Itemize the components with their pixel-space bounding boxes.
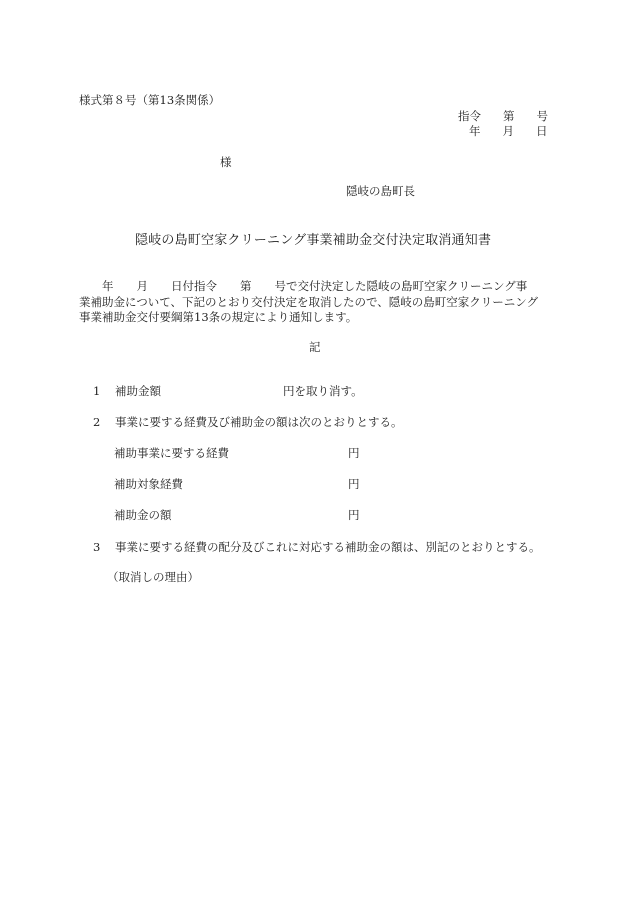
addressee: 様 <box>220 155 232 169</box>
sub-item-unit: 円 <box>348 477 360 491</box>
body-line: 年 月 日付指令 第 号で交付決定した隠岐の島町空家クリーニング事 <box>79 279 528 293</box>
cancellation-reason-label: （取消しの理由） <box>107 570 199 584</box>
year-label: 年 <box>469 124 481 138</box>
sub-item-unit: 円 <box>348 446 360 460</box>
item-1 <box>93 386 363 398</box>
item-text: 事業に要する経費及び補助金の額は次のとおりとする。 <box>115 415 403 429</box>
document-title: 隠岐の島町空家クリーニング事業補助金交付決定取消通知書 <box>135 233 492 248</box>
day-label: 日 <box>536 124 548 138</box>
body-paragraph <box>79 279 549 326</box>
item-label: 補助金額 <box>115 384 161 398</box>
item-number: 1 <box>93 384 101 398</box>
item-number: 2 <box>93 415 101 429</box>
directive-number-line <box>458 111 548 123</box>
body-line: 事業補助金交付要綱第13条の規定により通知します。 <box>79 310 358 324</box>
item-suffix: 円を取り消す。 <box>283 384 363 398</box>
dai-label: 第 <box>503 109 515 123</box>
item-text: 事業に要する経費の配分及びこれに対応する補助金の額は、別記のとおりとする。 <box>115 540 541 554</box>
form-number: 様式第８号（第13条関係） <box>79 93 221 107</box>
sub-item-label: 補助対象経費 <box>114 477 183 491</box>
body-line: 業補助金について、下記のとおり交付決定を取消したので、隠岐の島町空家クリーニング <box>79 294 539 309</box>
month-label: 月 <box>502 124 514 138</box>
item-2 <box>93 417 403 429</box>
go-label: 号 <box>536 109 548 123</box>
ki-heading: 記 <box>309 340 321 354</box>
item-number: 3 <box>93 540 101 554</box>
sub-item-label: 補助事業に要する経費 <box>114 446 229 460</box>
directive-label: 指令 <box>458 109 481 123</box>
sub-item-unit: 円 <box>348 508 360 522</box>
item-3 <box>93 542 541 554</box>
issuer: 隠岐の島町長 <box>346 184 415 198</box>
sub-item-label: 補助金の額 <box>114 508 172 522</box>
date-line <box>469 126 548 138</box>
